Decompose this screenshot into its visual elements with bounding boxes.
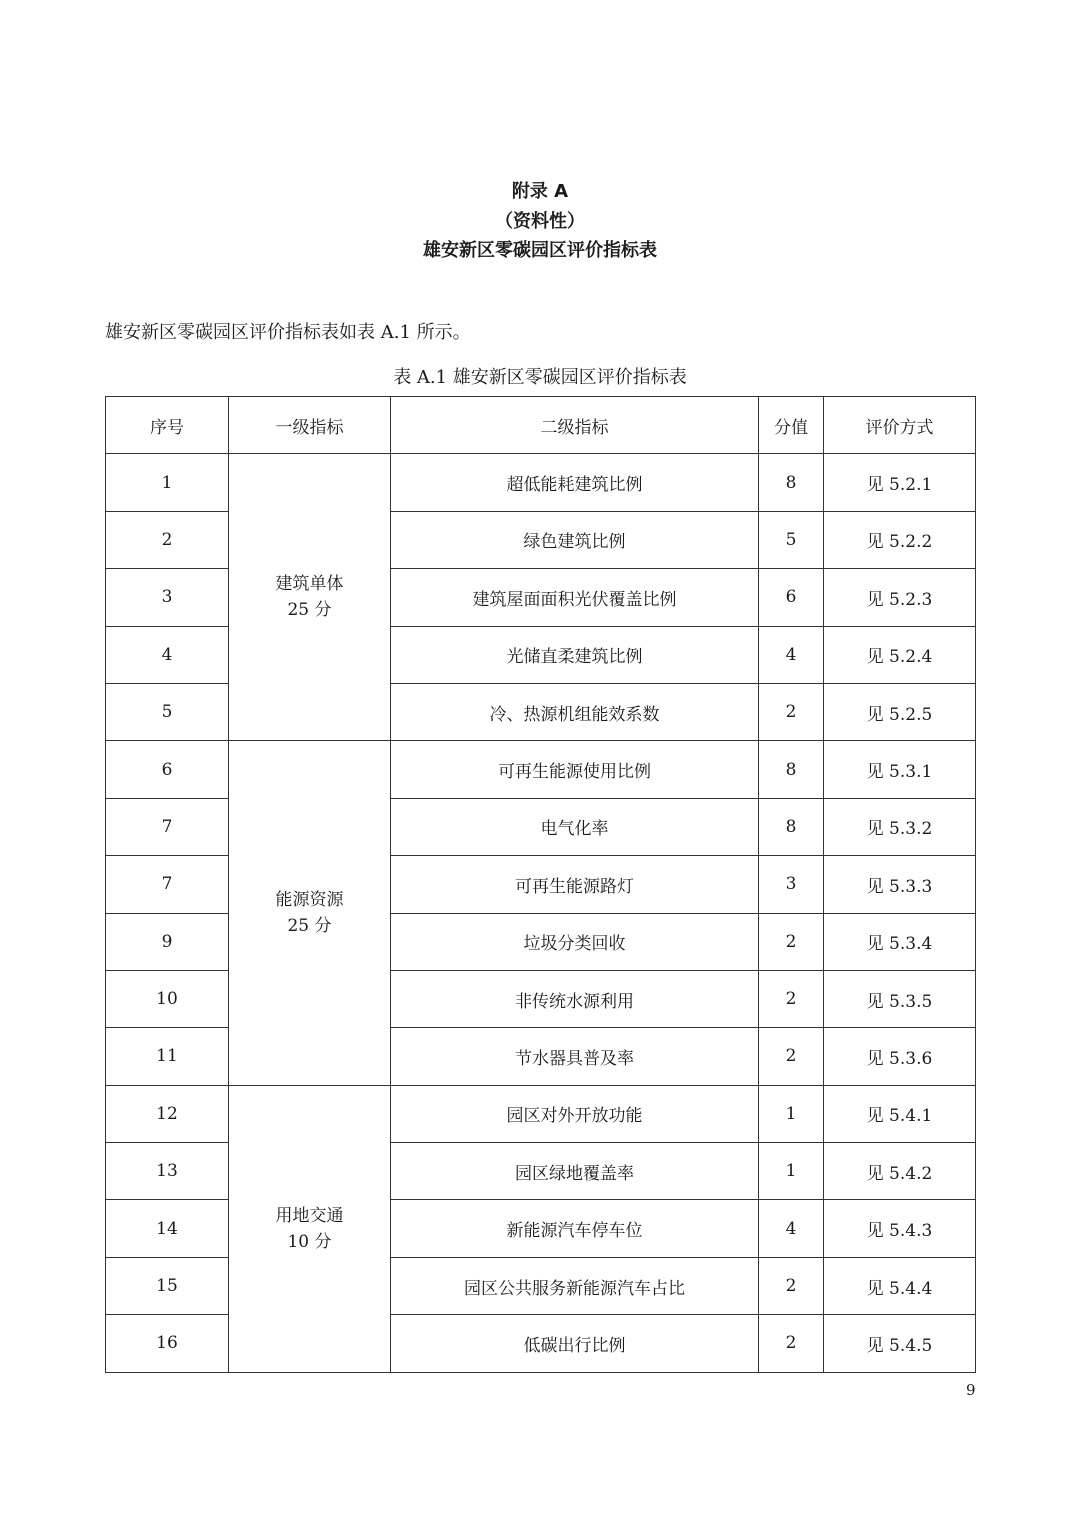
table-caption: 表 A.1 雄安新区零碳园区评价指标表 <box>393 367 687 388</box>
row-method: 见 5.3.1 <box>824 741 976 798</box>
row-method: 见 5.4.5 <box>824 1315 976 1372</box>
row-method: 见 5.4.4 <box>824 1257 976 1314</box>
row-indicator: 冷、热源机组能效系数 <box>391 683 759 740</box>
row-method: 见 5.3.6 <box>824 1028 976 1085</box>
row-indicator: 园区公共服务新能源汽车占比 <box>391 1257 759 1314</box>
row-indicator: 园区对外开放功能 <box>391 1085 759 1142</box>
group-name: 用地交通 <box>275 1205 344 1226</box>
row-method: 见 5.2.4 <box>824 626 976 683</box>
table-header-row <box>106 397 976 454</box>
row-indicator: 光储直柔建筑比例 <box>391 626 759 683</box>
row-points: 2 <box>759 913 824 970</box>
row-points: 3 <box>759 856 824 913</box>
row-method: 见 5.3.3 <box>824 856 976 913</box>
table-row <box>106 454 976 511</box>
header-method: 评价方式 <box>824 397 976 454</box>
page-number: 9 <box>966 1381 976 1399</box>
row-method: 见 5.4.3 <box>824 1200 976 1257</box>
row-no: 1 <box>106 454 229 511</box>
row-no: 11 <box>106 1028 229 1085</box>
row-points: 4 <box>759 1200 824 1257</box>
row-method: 见 5.4.2 <box>824 1143 976 1200</box>
row-no: 14 <box>106 1200 229 1257</box>
row-points: 2 <box>759 683 824 740</box>
appendix-name: 雄安新区零碳园区评价指标表 <box>423 240 657 261</box>
header-level2: 二级指标 <box>391 397 759 454</box>
appendix-title: 附录 A <box>511 181 569 202</box>
group-cell <box>229 741 391 1085</box>
row-points: 8 <box>759 454 824 511</box>
row-no: 6 <box>106 741 229 798</box>
row-indicator: 新能源汽车停车位 <box>391 1200 759 1257</box>
row-no: 10 <box>106 970 229 1027</box>
row-indicator: 建筑屋面面积光伏覆盖比例 <box>391 569 759 626</box>
intro-paragraph: 雄安新区零碳园区评价指标表如表 A.1 所示。 <box>105 322 471 343</box>
row-no: 15 <box>106 1257 229 1314</box>
row-method: 见 5.2.2 <box>824 511 976 568</box>
row-method: 见 5.3.4 <box>824 913 976 970</box>
header-no: 序号 <box>106 397 229 454</box>
row-points: 4 <box>759 626 824 683</box>
row-no: 13 <box>106 1143 229 1200</box>
row-method: 见 5.3.5 <box>824 970 976 1027</box>
row-points: 1 <box>759 1143 824 1200</box>
row-indicator: 电气化率 <box>391 798 759 855</box>
row-points: 5 <box>759 511 824 568</box>
group-score: 25 分 <box>287 600 332 621</box>
group-name: 建筑单体 <box>275 574 344 595</box>
row-indicator: 可再生能源使用比例 <box>391 741 759 798</box>
row-method: 见 5.4.1 <box>824 1085 976 1142</box>
row-points: 2 <box>759 1257 824 1314</box>
row-points: 1 <box>759 1085 824 1142</box>
group-cell <box>229 454 391 741</box>
row-method: 见 5.3.2 <box>824 798 976 855</box>
row-method: 见 5.2.5 <box>824 683 976 740</box>
row-method: 见 5.2.3 <box>824 569 976 626</box>
evaluation-table <box>105 396 976 1373</box>
table-row <box>106 741 976 798</box>
row-method: 见 5.2.1 <box>824 454 976 511</box>
row-points: 2 <box>759 970 824 1027</box>
header-level1: 一级指标 <box>229 397 391 454</box>
group-score: 25 分 <box>287 916 332 937</box>
row-points: 8 <box>759 798 824 855</box>
row-no: 4 <box>106 626 229 683</box>
row-no: 7 <box>106 798 229 855</box>
row-indicator: 低碳出行比例 <box>391 1315 759 1372</box>
row-indicator: 节水器具普及率 <box>391 1028 759 1085</box>
row-points: 2 <box>759 1028 824 1085</box>
row-indicator: 非传统水源利用 <box>391 970 759 1027</box>
row-points: 2 <box>759 1315 824 1372</box>
group-score: 10 分 <box>287 1231 332 1252</box>
row-no: 7 <box>106 856 229 913</box>
row-indicator: 可再生能源路灯 <box>391 856 759 913</box>
header-points: 分值 <box>759 397 824 454</box>
group-cell <box>229 1085 391 1372</box>
row-indicator: 垃圾分类回收 <box>391 913 759 970</box>
row-no: 16 <box>106 1315 229 1372</box>
row-no: 3 <box>106 569 229 626</box>
row-points: 6 <box>759 569 824 626</box>
row-no: 9 <box>106 913 229 970</box>
row-points: 8 <box>759 741 824 798</box>
row-indicator: 超低能耗建筑比例 <box>391 454 759 511</box>
row-indicator: 绿色建筑比例 <box>391 511 759 568</box>
appendix-subtitle: （资料性） <box>495 211 585 232</box>
row-no: 5 <box>106 683 229 740</box>
row-indicator: 园区绿地覆盖率 <box>391 1143 759 1200</box>
row-no: 2 <box>106 511 229 568</box>
table-row <box>106 1085 976 1142</box>
group-name: 能源资源 <box>275 890 344 911</box>
row-no: 12 <box>106 1085 229 1142</box>
